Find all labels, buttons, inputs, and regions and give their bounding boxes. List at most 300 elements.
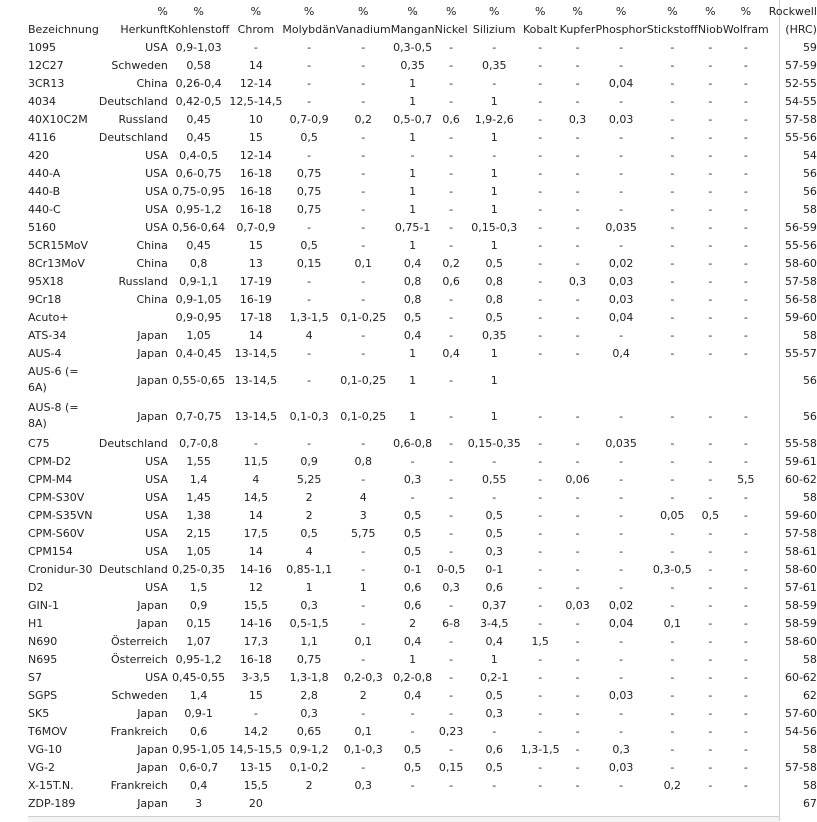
cell-vanadium: - [361,436,366,450]
cell-kohlenstoff: 1,05 [186,328,211,342]
cell-kobalt: - [538,274,543,288]
cell-vanadium: 0,2-0,3 [343,670,383,684]
cell-kohlenstoff: 0,45 [186,238,211,252]
cell-chrom: 16-18 [239,184,272,198]
cell-niob: - [708,220,713,234]
cell-hrc: 56 [802,166,817,180]
cell-molybdaen: 0,5 [300,526,318,540]
cell-herkunft: USA [145,220,168,234]
cell-chrom: 14 [248,508,263,522]
cell-silizium: 0,5 [485,256,503,270]
steel-composition-table [28,2,817,812]
cell-niob: - [708,76,713,90]
cell-vanadium: - [361,562,366,576]
table-row [28,776,817,794]
cell-kupfer: - [575,58,580,72]
cell-chrom: 13-14,5 [234,346,278,360]
cell-kobalt: - [538,184,543,198]
cell-herkunft: USA [145,580,168,594]
cell-wolfram: - [743,526,748,540]
cell-hrc: 58-59 [784,616,817,630]
cell-hrc: 59-61 [784,454,817,468]
cell-herkunft: Österreich [110,652,168,666]
cell-stickstoff [647,362,698,398]
cell-stickstoff: - [670,202,675,216]
cell-vanadium: 0,1-0,25 [340,310,387,324]
cell-phosphor: - [619,490,624,504]
table-row [28,164,817,182]
table-row [28,56,817,74]
cell-kupfer [560,362,596,398]
cell-stickstoff: - [670,580,675,594]
cell-hrc: 56 [802,373,817,387]
cell-bezeichnung: C75 [28,436,50,450]
cell-silizium: 1 [490,202,498,216]
cell-nickel: - [449,436,454,450]
cell-niob: - [708,724,713,738]
cell-stickstoff: - [670,310,675,324]
cell-silizium: 0,8 [485,292,503,306]
cell-niob: - [708,148,713,162]
cell-niob: - [708,562,713,576]
cell-niob: - [708,634,713,648]
header-herkunft-unit: % [157,4,168,18]
cell-chrom: 20 [248,796,263,810]
cell-mangan: 0,5 [403,508,422,522]
cell-niob: - [708,58,713,72]
cell-silizium: 1 [490,94,498,108]
cell-niob: - [708,202,713,216]
cell-molybdaen: 5,25 [296,472,322,486]
cell-bezeichnung: 440-C [28,202,61,216]
table-row [28,506,817,524]
cell-silizium: 1 [490,346,498,360]
cell-hrc: 57-60 [784,706,817,720]
cell-kohlenstoff: 1,4 [189,472,208,486]
cell-wolfram: - [743,760,748,774]
cell-stickstoff: - [670,76,675,90]
cell-niob: - [708,670,713,684]
cell-mangan: 2 [409,616,417,630]
cell-kobalt: - [538,706,543,720]
cell-kohlenstoff: 0,7-0,8 [179,436,219,450]
cell-herkunft: Frankreich [110,778,168,792]
cell-phosphor: - [619,472,624,486]
header-silizium: Silizium [472,22,516,36]
cell-chrom: 17,3 [243,634,269,648]
header-stickstoff-unit: % [667,4,678,18]
cell-herkunft: Schweden [111,688,168,702]
cell-herkunft: Japan [137,598,168,612]
cell-niob: - [708,94,713,108]
cell-mangan: 0,6 [403,580,422,594]
cell-kupfer: - [575,454,580,468]
cell-kohlenstoff: 0,95-1,2 [175,652,222,666]
cell-hrc: 67 [802,796,817,810]
cell-vanadium: - [361,130,366,144]
cell-hrc: 58 [802,490,817,504]
cell-molybdaen: 0,3 [300,706,318,720]
cell-niob: - [708,328,713,342]
cell-silizium: 0,8 [485,274,503,288]
cell-stickstoff: - [670,670,675,684]
cell-stickstoff: - [670,346,675,360]
cell-kupfer: - [575,256,580,270]
cell-kobalt: - [538,598,543,612]
cell-kohlenstoff: 0,9-1 [184,706,213,720]
cell-chrom: 14,5-15,5 [229,742,283,756]
cell-stickstoff: 0,05 [660,508,685,522]
cell-molybdaen: - [307,346,312,360]
cell-bezeichnung: Cronidur-30 [28,562,93,576]
cell-kupfer: - [575,760,580,774]
cell-chrom: 13-15 [239,760,272,774]
cell-kohlenstoff: 0,42-0,5 [175,94,222,108]
header-kobalt-unit: % [534,4,546,18]
cell-bezeichnung: AUS-4 [28,346,62,360]
cell-molybdaen: 0,1-0,3 [289,409,329,423]
cell-niob: - [708,706,713,720]
table-row [28,560,817,578]
cell-kupfer: - [575,526,580,540]
cell-kohlenstoff: 0,6-0,75 [175,166,222,180]
cell-phosphor: - [619,706,624,720]
cell-herkunft: USA [145,544,168,558]
cell-stickstoff: - [670,256,675,270]
cell-kohlenstoff: 0,45-0,55 [172,670,226,684]
cell-kobalt: - [538,310,543,324]
cell-phosphor: - [619,670,624,684]
cell-herkunft: Japan [137,742,168,756]
cell-chrom: 12 [248,580,263,594]
cell-bezeichnung: 9Cr18 [28,292,62,306]
cell-niob: - [708,436,713,450]
cell-vanadium: - [361,598,366,612]
cell-phosphor: - [619,148,624,162]
table-row [28,452,817,470]
cell-mangan: 0,5 [403,760,422,774]
cell-phosphor: - [619,724,624,738]
cell-hrc: 55-56 [784,130,817,144]
cell-niob: - [708,742,713,756]
cell-wolfram: - [743,706,748,720]
cell-hrc: 58-60 [784,562,817,576]
cell-molybdaen: 2 [305,508,313,522]
cell-stickstoff: - [670,454,675,468]
cell-hrc: 58-60 [784,634,817,648]
cell-stickstoff [647,794,698,812]
cell-bezeichnung: CPM154 [28,544,73,558]
cell-herkunft: China [136,76,168,90]
cell-kobalt: - [538,58,543,72]
cell-molybdaen: 0,15 [296,256,322,270]
cell-hrc: 55-56 [784,238,817,252]
cell-wolfram: - [743,238,748,252]
cell-wolfram: - [743,184,748,198]
cell-wolfram: - [743,490,748,504]
cell-chrom: 14 [248,328,263,342]
cell-phosphor: - [619,94,624,108]
cell-nickel: 0,4 [442,346,460,360]
cell-chrom: 3-3,5 [241,670,271,684]
cell-silizium: 1 [490,166,498,180]
cell-vanadium: - [361,148,366,162]
cell-hrc: 57-58 [784,274,817,288]
cell-hrc: 59-60 [784,508,817,522]
cell-wolfram: - [743,670,748,684]
cell-molybdaen: - [307,274,312,288]
cell-kohlenstoff: 1,4 [189,688,208,702]
cell-nickel: - [449,373,454,387]
header-wolfram: Wolfram [722,22,769,36]
cell-bezeichnung: T6MOV [28,724,68,738]
cell-herkunft: USA [145,202,168,216]
cell-mangan: 0,3-0,5 [393,40,433,54]
cell-silizium: - [492,490,497,504]
cell-molybdaen: 0,85-1,1 [286,562,333,576]
cell-nickel: - [449,598,454,612]
cell-hrc: 56 [802,409,817,423]
cell-vanadium [336,794,391,812]
cell-kupfer: - [575,94,580,108]
cell-phosphor: - [619,409,624,423]
cell-bezeichnung: AUS-6 (= 6A) [28,365,79,394]
cell-molybdaen: - [307,373,312,387]
cell-molybdaen: - [307,94,312,108]
cell-silizium: 0,4 [485,634,503,648]
cell-kupfer: - [575,778,580,792]
cell-stickstoff: - [670,688,675,702]
cell-phosphor: 0,03 [608,292,634,306]
cell-stickstoff: - [670,292,675,306]
cell-wolfram: - [743,544,748,558]
cell-nickel: - [449,706,454,720]
cell-kobalt: - [538,724,543,738]
cell-kobalt: - [538,454,543,468]
cell-hrc: 58 [802,652,817,666]
cell-niob: - [708,778,713,792]
cell-mangan: 0-1 [403,562,422,576]
cell-phosphor: 0,035 [605,436,637,450]
cell-kobalt: - [538,616,543,630]
cell-kobalt: - [538,760,543,774]
cell-bezeichnung: 5CR15MoV [28,238,89,252]
cell-vanadium: 2 [359,688,367,702]
horizontal-scrollbar[interactable] [28,816,779,822]
cell-bezeichnung: CPM-S35VN [28,508,93,522]
cell-chrom: 14,2 [243,724,269,738]
cell-hrc: 58 [802,328,817,342]
cell-mangan: 0,75-1 [394,220,431,234]
cell-mangan: 1 [409,346,417,360]
cell-herkunft: Japan [137,373,168,387]
table-row [28,596,817,614]
cell-hrc: 57-58 [784,526,817,540]
cell-mangan: 0,8 [403,274,422,288]
cell-kupfer: - [575,310,580,324]
cell-hrc: 54-55 [784,94,817,108]
cell-mangan: - [410,778,415,792]
cell-wolfram: - [743,742,748,756]
cell-bezeichnung: CPM-S60V [28,526,85,540]
cell-phosphor: - [619,184,624,198]
cell-niob: - [708,598,713,612]
cell-vanadium: - [361,616,366,630]
cell-chrom: 15 [248,238,263,252]
table-row [28,74,817,92]
cell-molybdaen: 0,65 [296,724,322,738]
cell-hrc: 55-58 [784,436,817,450]
cell-niob: - [708,760,713,774]
cell-phosphor: - [619,58,624,72]
cell-kupfer: - [575,544,580,558]
cell-vanadium: - [361,274,366,288]
cell-nickel: 0,3 [442,580,460,594]
header-silizium-unit: % [488,4,500,18]
cell-kobalt: - [538,544,543,558]
cell-mangan: - [410,724,415,738]
cell-vanadium: - [361,58,366,72]
cell-kupfer: - [575,40,580,54]
cell-kobalt: - [538,688,543,702]
cell-nickel: 0,15 [438,760,464,774]
cell-wolfram: - [743,166,748,180]
header-kohlenstoff-unit: % [193,4,204,18]
cell-niob: - [708,256,713,270]
cell-vanadium: 0,1-0,3 [343,742,383,756]
table-row [28,740,817,758]
cell-kupfer: - [575,688,580,702]
cell-nickel: - [449,490,454,504]
cell-hrc: 58-60 [784,256,817,270]
cell-herkunft [99,308,168,326]
cell-phosphor: 0,3 [612,742,630,756]
cell-vanadium: - [361,184,366,198]
cell-vanadium: 0,1-0,25 [340,409,387,423]
cell-stickstoff: - [670,544,675,558]
header-nickel: Nickel [434,22,468,36]
cell-kohlenstoff: 3 [195,796,203,810]
cell-phosphor: - [619,328,624,342]
cell-herkunft: Japan [137,346,168,360]
cell-kohlenstoff: 0,9-1,05 [175,292,222,306]
cell-wolfram [723,362,769,398]
header-hrc: (HRC) [785,22,817,36]
table-row [28,632,817,650]
cell-herkunft: Deutschland [98,436,168,450]
cell-nickel: - [449,184,454,198]
header-molybdaen-unit: % [303,4,315,18]
header-kupfer: Kupfer [559,22,596,36]
table-row [28,434,817,452]
cell-mangan: 1 [409,130,417,144]
cell-kupfer: - [575,292,580,306]
cell-stickstoff: - [670,166,675,180]
cell-hrc: 58 [802,202,817,216]
cell-kupfer: - [575,130,580,144]
header-hrc-unit: Rockwell [768,4,817,18]
cell-stickstoff: - [670,112,675,126]
cell-bezeichnung: CPM-M4 [28,472,73,486]
cell-molybdaen: 0,5-1,5 [289,616,329,630]
cell-niob: - [708,292,713,306]
cell-herkunft: China [136,292,168,306]
cell-stickstoff: - [670,148,675,162]
cell-chrom: 15 [248,130,263,144]
cell-kupfer: - [575,742,580,756]
cell-silizium: 1 [490,652,498,666]
cell-bezeichnung: 3CR13 [28,76,65,90]
cell-mangan: 0,5 [403,544,422,558]
cell-stickstoff: - [670,706,675,720]
cell-kobalt: - [538,130,543,144]
cell-phosphor [595,794,646,812]
cell-chrom: 15,5 [243,598,269,612]
cell-niob: - [708,526,713,540]
cell-hrc: 56 [802,184,817,198]
cell-hrc: 59-60 [784,310,817,324]
cell-hrc: 57-59 [784,58,817,72]
cell-silizium: 0-1 [485,562,504,576]
cell-nickel: 0,6 [442,274,460,288]
cell-nickel: - [449,508,454,522]
table-row [28,110,817,128]
cell-chrom: 10 [248,112,263,126]
cell-mangan: - [410,490,415,504]
cell-herkunft: USA [145,40,168,54]
table-row [28,758,817,776]
cell-phosphor: 0,03 [608,112,634,126]
cell-vanadium: - [361,472,366,486]
cell-kohlenstoff: 0,9 [189,598,208,612]
header-mangan: Mangan [390,22,435,36]
cell-vanadium: - [361,76,366,90]
cell-molybdaen: 0,5 [300,130,318,144]
cell-molybdaen: - [307,76,312,90]
cell-mangan: 0,5 [403,742,422,756]
cell-niob: - [708,166,713,180]
cell-kobalt: - [538,328,543,342]
table-row [28,326,817,344]
cell-molybdaen: - [307,40,312,54]
table-row [28,146,817,164]
cell-chrom: - [253,706,258,720]
cell-niob: - [708,238,713,252]
cell-kohlenstoff: 0,56-0,64 [172,220,226,234]
cell-kobalt: - [538,346,543,360]
cell-kupfer: - [575,148,580,162]
cell-molybdaen: - [307,58,312,72]
cell-stickstoff: - [670,436,675,450]
cell-mangan: - [410,148,415,162]
cell-niob: - [708,454,713,468]
cell-bezeichnung: D2 [28,580,44,594]
header-chrom-unit: % [250,4,262,18]
cell-chrom: 11,5 [243,454,269,468]
cell-stickstoff: - [670,328,675,342]
cell-niob: - [708,652,713,666]
table-row [28,488,817,506]
cell-wolfram: - [743,454,748,468]
cell-hrc: 54-56 [784,724,817,738]
cell-nickel: - [449,688,454,702]
cell-niob: - [708,409,713,423]
cell-silizium: 0,6 [485,742,503,756]
cell-stickstoff: 0,2 [663,778,682,792]
cell-kupfer: - [575,220,580,234]
cell-kobalt: - [538,562,543,576]
cell-kobalt: 1,3-1,5 [520,742,560,756]
